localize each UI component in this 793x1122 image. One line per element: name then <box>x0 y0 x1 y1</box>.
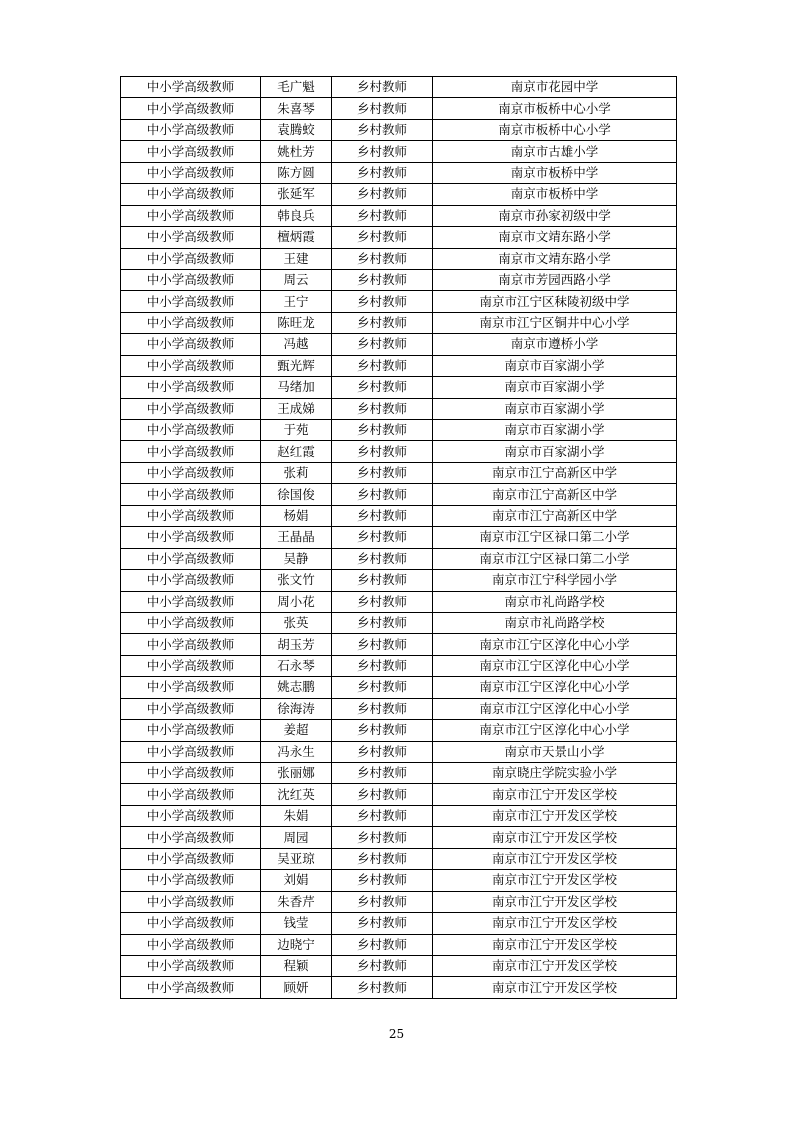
category-cell: 乡村教师 <box>332 98 433 119</box>
school-cell: 南京晓庄学院实验小学 <box>433 763 677 784</box>
table-row <box>121 462 677 483</box>
category-cell: 乡村教师 <box>332 612 433 633</box>
name-cell: 冯永生 <box>261 741 332 762</box>
category-cell: 乡村教师 <box>332 505 433 526</box>
school-cell: 南京市江宁科学园小学 <box>433 570 677 591</box>
category-cell: 乡村教师 <box>332 741 433 762</box>
name-cell: 于苑 <box>261 420 332 441</box>
title-cell: 中小学高级教师 <box>121 848 261 869</box>
title-cell: 中小学高级教师 <box>121 891 261 912</box>
roster-body <box>121 77 677 999</box>
name-cell: 袁腾蛟 <box>261 119 332 140</box>
title-cell: 中小学高级教师 <box>121 527 261 548</box>
name-cell: 朱喜琴 <box>261 98 332 119</box>
title-cell: 中小学高级教师 <box>121 484 261 505</box>
table-row <box>121 248 677 269</box>
title-cell: 中小学高级教师 <box>121 870 261 891</box>
name-cell: 张延军 <box>261 184 332 205</box>
name-cell: 程颖 <box>261 955 332 976</box>
title-cell: 中小学高级教师 <box>121 934 261 955</box>
category-cell: 乡村教师 <box>332 441 433 462</box>
title-cell: 中小学高级教师 <box>121 98 261 119</box>
name-cell: 杨娟 <box>261 505 332 526</box>
table-row <box>121 291 677 312</box>
category-cell: 乡村教师 <box>332 312 433 333</box>
title-cell: 中小学高级教师 <box>121 741 261 762</box>
name-cell: 朱娟 <box>261 805 332 826</box>
school-cell: 南京市遵桥小学 <box>433 334 677 355</box>
name-cell: 姚志鹏 <box>261 677 332 698</box>
title-cell: 中小学高级教师 <box>121 505 261 526</box>
category-cell: 乡村教师 <box>332 355 433 376</box>
school-cell: 南京市江宁开发区学校 <box>433 913 677 934</box>
category-cell: 乡村教师 <box>332 720 433 741</box>
table-row <box>121 205 677 226</box>
school-cell: 南京市江宁开发区学校 <box>433 827 677 848</box>
school-cell: 南京市江宁区铜井中心小学 <box>433 312 677 333</box>
table-row <box>121 934 677 955</box>
table-row <box>121 805 677 826</box>
page-number: 25 <box>388 1027 405 1041</box>
school-cell: 南京市江宁开发区学校 <box>433 977 677 998</box>
title-cell: 中小学高级教师 <box>121 655 261 676</box>
name-cell: 姜超 <box>261 720 332 741</box>
school-cell: 南京市江宁区淳化中心小学 <box>433 720 677 741</box>
category-cell: 乡村教师 <box>332 848 433 869</box>
title-cell: 中小学高级教师 <box>121 977 261 998</box>
category-cell: 乡村教师 <box>332 527 433 548</box>
name-cell: 吴亚琼 <box>261 848 332 869</box>
school-cell: 南京市礼尚路学校 <box>433 612 677 633</box>
table-row <box>121 420 677 441</box>
category-cell: 乡村教师 <box>332 977 433 998</box>
category-cell: 乡村教师 <box>332 677 433 698</box>
table-row <box>121 484 677 505</box>
name-cell: 徐国俊 <box>261 484 332 505</box>
school-cell: 南京市江宁高新区中学 <box>433 484 677 505</box>
name-cell: 胡玉芳 <box>261 634 332 655</box>
school-cell: 南京市江宁开发区学校 <box>433 870 677 891</box>
name-cell: 王建 <box>261 248 332 269</box>
category-cell: 乡村教师 <box>332 162 433 183</box>
school-cell: 南京市江宁区秣陵初级中学 <box>433 291 677 312</box>
table-row <box>121 162 677 183</box>
table-row <box>121 312 677 333</box>
name-cell: 张丽娜 <box>261 763 332 784</box>
name-cell: 姚杜芳 <box>261 141 332 162</box>
school-cell: 南京市江宁高新区中学 <box>433 505 677 526</box>
school-cell: 南京市江宁区淳化中心小学 <box>433 655 677 676</box>
name-cell: 檀炳霞 <box>261 227 332 248</box>
name-cell: 吴静 <box>261 548 332 569</box>
title-cell: 中小学高级教师 <box>121 312 261 333</box>
title-cell: 中小学高级教师 <box>121 420 261 441</box>
name-cell: 周园 <box>261 827 332 848</box>
name-cell: 周云 <box>261 269 332 290</box>
school-cell: 南京市板桥中学 <box>433 162 677 183</box>
title-cell: 中小学高级教师 <box>121 227 261 248</box>
category-cell: 乡村教师 <box>332 119 433 140</box>
school-cell: 南京市江宁开发区学校 <box>433 934 677 955</box>
school-cell: 南京市礼尚路学校 <box>433 591 677 612</box>
name-cell: 徐海涛 <box>261 698 332 719</box>
category-cell: 乡村教师 <box>332 141 433 162</box>
school-cell: 南京市江宁区淳化中心小学 <box>433 698 677 719</box>
name-cell: 周小花 <box>261 591 332 612</box>
school-cell: 南京市江宁区淳化中心小学 <box>433 634 677 655</box>
table-row <box>121 741 677 762</box>
category-cell: 乡村教师 <box>332 334 433 355</box>
name-cell: 陈旺龙 <box>261 312 332 333</box>
title-cell: 中小学高级教师 <box>121 441 261 462</box>
table-row <box>121 870 677 891</box>
title-cell: 中小学高级教师 <box>121 955 261 976</box>
table-row <box>121 698 677 719</box>
name-cell: 沈红英 <box>261 784 332 805</box>
title-cell: 中小学高级教师 <box>121 462 261 483</box>
title-cell: 中小学高级教师 <box>121 784 261 805</box>
name-cell: 石永琴 <box>261 655 332 676</box>
table-row <box>121 77 677 98</box>
table-row <box>121 977 677 998</box>
title-cell: 中小学高级教师 <box>121 827 261 848</box>
name-cell: 陈方圆 <box>261 162 332 183</box>
title-cell: 中小学高级教师 <box>121 248 261 269</box>
school-cell: 南京市板桥中心小学 <box>433 98 677 119</box>
table-row <box>121 827 677 848</box>
category-cell: 乡村教师 <box>332 398 433 419</box>
category-cell: 乡村教师 <box>332 784 433 805</box>
category-cell: 乡村教师 <box>332 763 433 784</box>
school-cell: 南京市花园中学 <box>433 77 677 98</box>
title-cell: 中小学高级教师 <box>121 677 261 698</box>
category-cell: 乡村教师 <box>332 934 433 955</box>
school-cell: 南京市江宁区禄口第二小学 <box>433 527 677 548</box>
category-cell: 乡村教师 <box>332 655 433 676</box>
category-cell: 乡村教师 <box>332 913 433 934</box>
table-row <box>121 720 677 741</box>
school-cell: 南京市百家湖小学 <box>433 377 677 398</box>
title-cell: 中小学高级教师 <box>121 377 261 398</box>
category-cell: 乡村教师 <box>332 570 433 591</box>
category-cell: 乡村教师 <box>332 805 433 826</box>
name-cell: 刘娟 <box>261 870 332 891</box>
title-cell: 中小学高级教师 <box>121 291 261 312</box>
table-row <box>121 612 677 633</box>
table-row <box>121 548 677 569</box>
name-cell: 朱香芹 <box>261 891 332 912</box>
category-cell: 乡村教师 <box>332 870 433 891</box>
title-cell: 中小学高级教师 <box>121 355 261 376</box>
table-row <box>121 527 677 548</box>
category-cell: 乡村教师 <box>332 548 433 569</box>
table-row <box>121 763 677 784</box>
school-cell: 南京市江宁开发区学校 <box>433 955 677 976</box>
school-cell: 南京市板桥中学 <box>433 184 677 205</box>
category-cell: 乡村教师 <box>332 77 433 98</box>
name-cell: 张莉 <box>261 462 332 483</box>
school-cell: 南京市百家湖小学 <box>433 355 677 376</box>
title-cell: 中小学高级教师 <box>121 591 261 612</box>
table-row <box>121 677 677 698</box>
name-cell: 毛广魁 <box>261 77 332 98</box>
title-cell: 中小学高级教师 <box>121 269 261 290</box>
school-cell: 南京市孙家初级中学 <box>433 205 677 226</box>
name-cell: 张文竹 <box>261 570 332 591</box>
school-cell: 南京市芳园西路小学 <box>433 269 677 290</box>
table-row <box>121 98 677 119</box>
table-row <box>121 591 677 612</box>
table-row <box>121 269 677 290</box>
table-row <box>121 955 677 976</box>
table-row <box>121 784 677 805</box>
title-cell: 中小学高级教师 <box>121 720 261 741</box>
table-row <box>121 377 677 398</box>
name-cell: 王晶晶 <box>261 527 332 548</box>
school-cell: 南京市文靖东路小学 <box>433 248 677 269</box>
category-cell: 乡村教师 <box>332 377 433 398</box>
school-cell: 南京市江宁开发区学校 <box>433 891 677 912</box>
table-row <box>121 891 677 912</box>
title-cell: 中小学高级教师 <box>121 805 261 826</box>
title-cell: 中小学高级教师 <box>121 698 261 719</box>
school-cell: 南京市文靖东路小学 <box>433 227 677 248</box>
school-cell: 南京市百家湖小学 <box>433 420 677 441</box>
category-cell: 乡村教师 <box>332 184 433 205</box>
school-cell: 南京市百家湖小学 <box>433 441 677 462</box>
name-cell: 韩良兵 <box>261 205 332 226</box>
category-cell: 乡村教师 <box>332 591 433 612</box>
name-cell: 赵红霞 <box>261 441 332 462</box>
table-row <box>121 227 677 248</box>
teacher-roster-table <box>120 76 677 999</box>
category-cell: 乡村教师 <box>332 227 433 248</box>
name-cell: 冯越 <box>261 334 332 355</box>
name-cell: 王成娣 <box>261 398 332 419</box>
table-row <box>121 355 677 376</box>
school-cell: 南京市古雄小学 <box>433 141 677 162</box>
title-cell: 中小学高级教师 <box>121 548 261 569</box>
title-cell: 中小学高级教师 <box>121 612 261 633</box>
table-row <box>121 398 677 419</box>
school-cell: 南京市江宁区禄口第二小学 <box>433 548 677 569</box>
title-cell: 中小学高级教师 <box>121 184 261 205</box>
title-cell: 中小学高级教师 <box>121 913 261 934</box>
category-cell: 乡村教师 <box>332 291 433 312</box>
title-cell: 中小学高级教师 <box>121 398 261 419</box>
category-cell: 乡村教师 <box>332 269 433 290</box>
table-row <box>121 441 677 462</box>
table-row <box>121 634 677 655</box>
title-cell: 中小学高级教师 <box>121 634 261 655</box>
table-row <box>121 570 677 591</box>
school-cell: 南京市江宁开发区学校 <box>433 848 677 869</box>
category-cell: 乡村教师 <box>332 955 433 976</box>
title-cell: 中小学高级教师 <box>121 205 261 226</box>
school-cell: 南京市江宁开发区学校 <box>433 784 677 805</box>
category-cell: 乡村教师 <box>332 484 433 505</box>
category-cell: 乡村教师 <box>332 205 433 226</box>
name-cell: 王宁 <box>261 291 332 312</box>
category-cell: 乡村教师 <box>332 462 433 483</box>
name-cell: 甄光辉 <box>261 355 332 376</box>
title-cell: 中小学高级教师 <box>121 77 261 98</box>
category-cell: 乡村教师 <box>332 634 433 655</box>
category-cell: 乡村教师 <box>332 248 433 269</box>
category-cell: 乡村教师 <box>332 891 433 912</box>
category-cell: 乡村教师 <box>332 698 433 719</box>
table-row <box>121 655 677 676</box>
name-cell: 马绪加 <box>261 377 332 398</box>
table-row <box>121 184 677 205</box>
name-cell: 钱莹 <box>261 913 332 934</box>
name-cell: 边晓宁 <box>261 934 332 955</box>
title-cell: 中小学高级教师 <box>121 763 261 784</box>
school-cell: 南京市百家湖小学 <box>433 398 677 419</box>
table-row <box>121 505 677 526</box>
title-cell: 中小学高级教师 <box>121 570 261 591</box>
title-cell: 中小学高级教师 <box>121 334 261 355</box>
title-cell: 中小学高级教师 <box>121 162 261 183</box>
school-cell: 南京市江宁开发区学校 <box>433 805 677 826</box>
school-cell: 南京市板桥中心小学 <box>433 119 677 140</box>
table-row <box>121 119 677 140</box>
school-cell: 南京市江宁区淳化中心小学 <box>433 677 677 698</box>
table-row <box>121 848 677 869</box>
table-row <box>121 141 677 162</box>
title-cell: 中小学高级教师 <box>121 119 261 140</box>
title-cell: 中小学高级教师 <box>121 141 261 162</box>
school-cell: 南京市江宁高新区中学 <box>433 462 677 483</box>
category-cell: 乡村教师 <box>332 827 433 848</box>
table-row <box>121 913 677 934</box>
table-row <box>121 334 677 355</box>
school-cell: 南京市天景山小学 <box>433 741 677 762</box>
category-cell: 乡村教师 <box>332 420 433 441</box>
name-cell: 张英 <box>261 612 332 633</box>
name-cell: 顾妍 <box>261 977 332 998</box>
